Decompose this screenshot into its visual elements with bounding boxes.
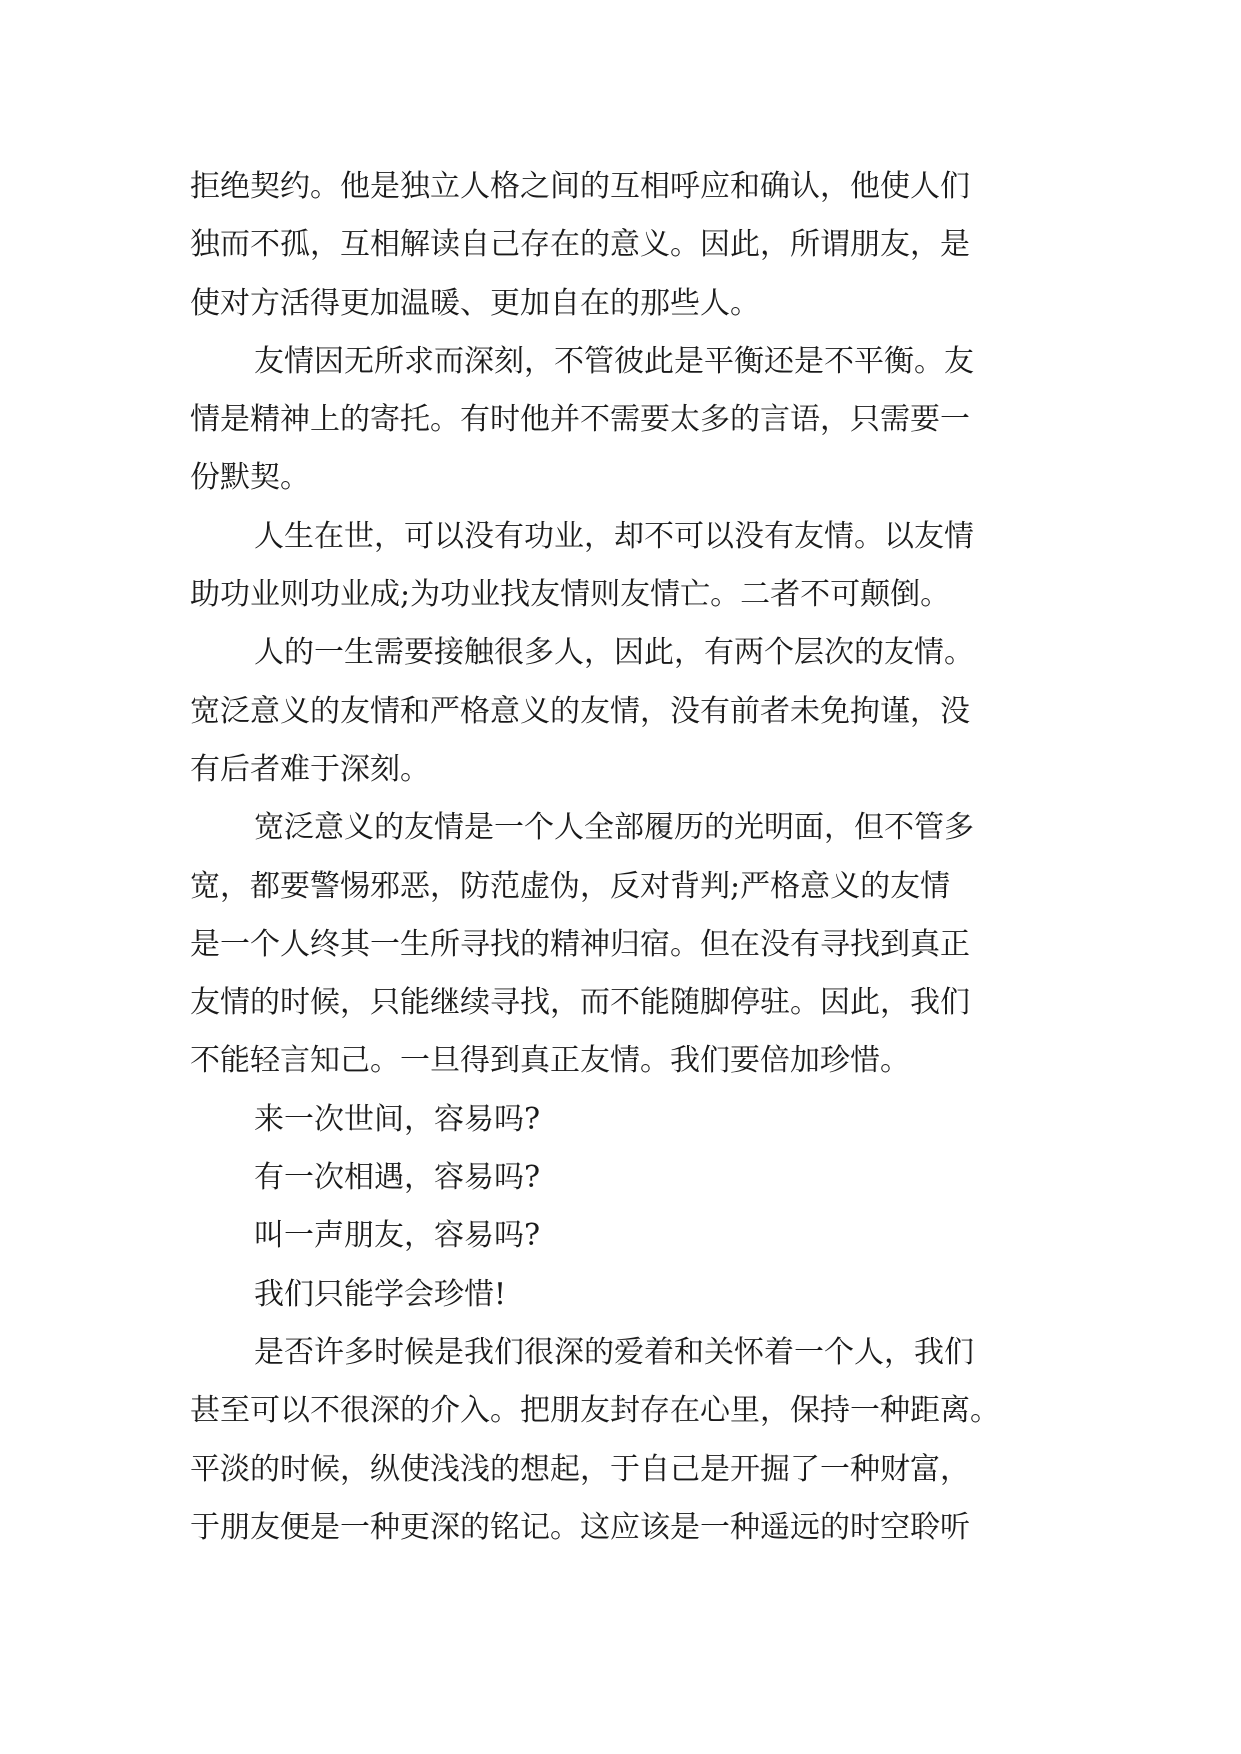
text-line: 份默契。 [190,460,310,496]
text-line: 叫一声朋友，容易吗? [254,1218,541,1254]
text-line: 人生在世，可以没有功业，却不可以没有友情。以友情 [254,518,974,554]
text-line: 甚至可以不很深的介入。把朋友封存在心里，保持一种距离。 [190,1393,1000,1429]
text-line: 来一次世间，容易吗? [254,1101,541,1137]
text-line: 有一次相遇，容易吗? [254,1160,541,1196]
text-line: 不能轻言知己。一旦得到真正友情。我们要倍加珍惜。 [190,1043,910,1079]
text-line: 宽，都要警惕邪恶，防范虚伪，反对背判;严格意义的友情 [190,868,951,904]
text-line: 助功业则功业成;为功业找友情则友情亡。二者不可颠倒。 [190,577,951,613]
text-line: 情是精神上的寄托。有时他并不需要太多的言语，只需要一 [190,402,970,438]
body-text [190,158,1070,1557]
text-line: 平淡的时候，纵使浅浅的想起，于自己是开掘了一种财富， [190,1451,970,1487]
text-line: 宽泛意义的友情和严格意义的友情，没有前者未免拘谨，没 [190,693,970,729]
text-line: 宽泛意义的友情是一个人全部履历的光明面，但不管多 [254,810,974,846]
text-line: 我们只能学会珍惜! [254,1276,507,1312]
text-line: 是一个人终其一生所寻找的精神归宿。但在没有寻找到真正 [190,926,970,962]
text-line: 人的一生需要接触很多人，因此，有两个层次的友情。 [254,635,974,671]
text-line: 友情因无所求而深刻，不管彼此是平衡还是不平衡。友 [254,343,974,379]
text-line: 是否许多时候是我们很深的爱着和关怀着一个人，我们 [254,1334,974,1370]
text-line: 独而不孤，互相解读自己存在的意义。因此，所谓朋友，是 [190,227,970,263]
text-line: 于朋友便是一种更深的铭记。这应该是一种遥远的时空聆听 [190,1509,970,1545]
text-line: 有后者难于深刻。 [190,751,430,787]
text-line: 友情的时候，只能继续寻找，而不能随脚停驻。因此，我们 [190,985,970,1021]
text-line: 使对方活得更加温暖、更加自在的那些人。 [190,285,760,321]
text-line: 拒绝契约。他是独立人格之间的互相呼应和确认，他使人们 [190,169,970,204]
